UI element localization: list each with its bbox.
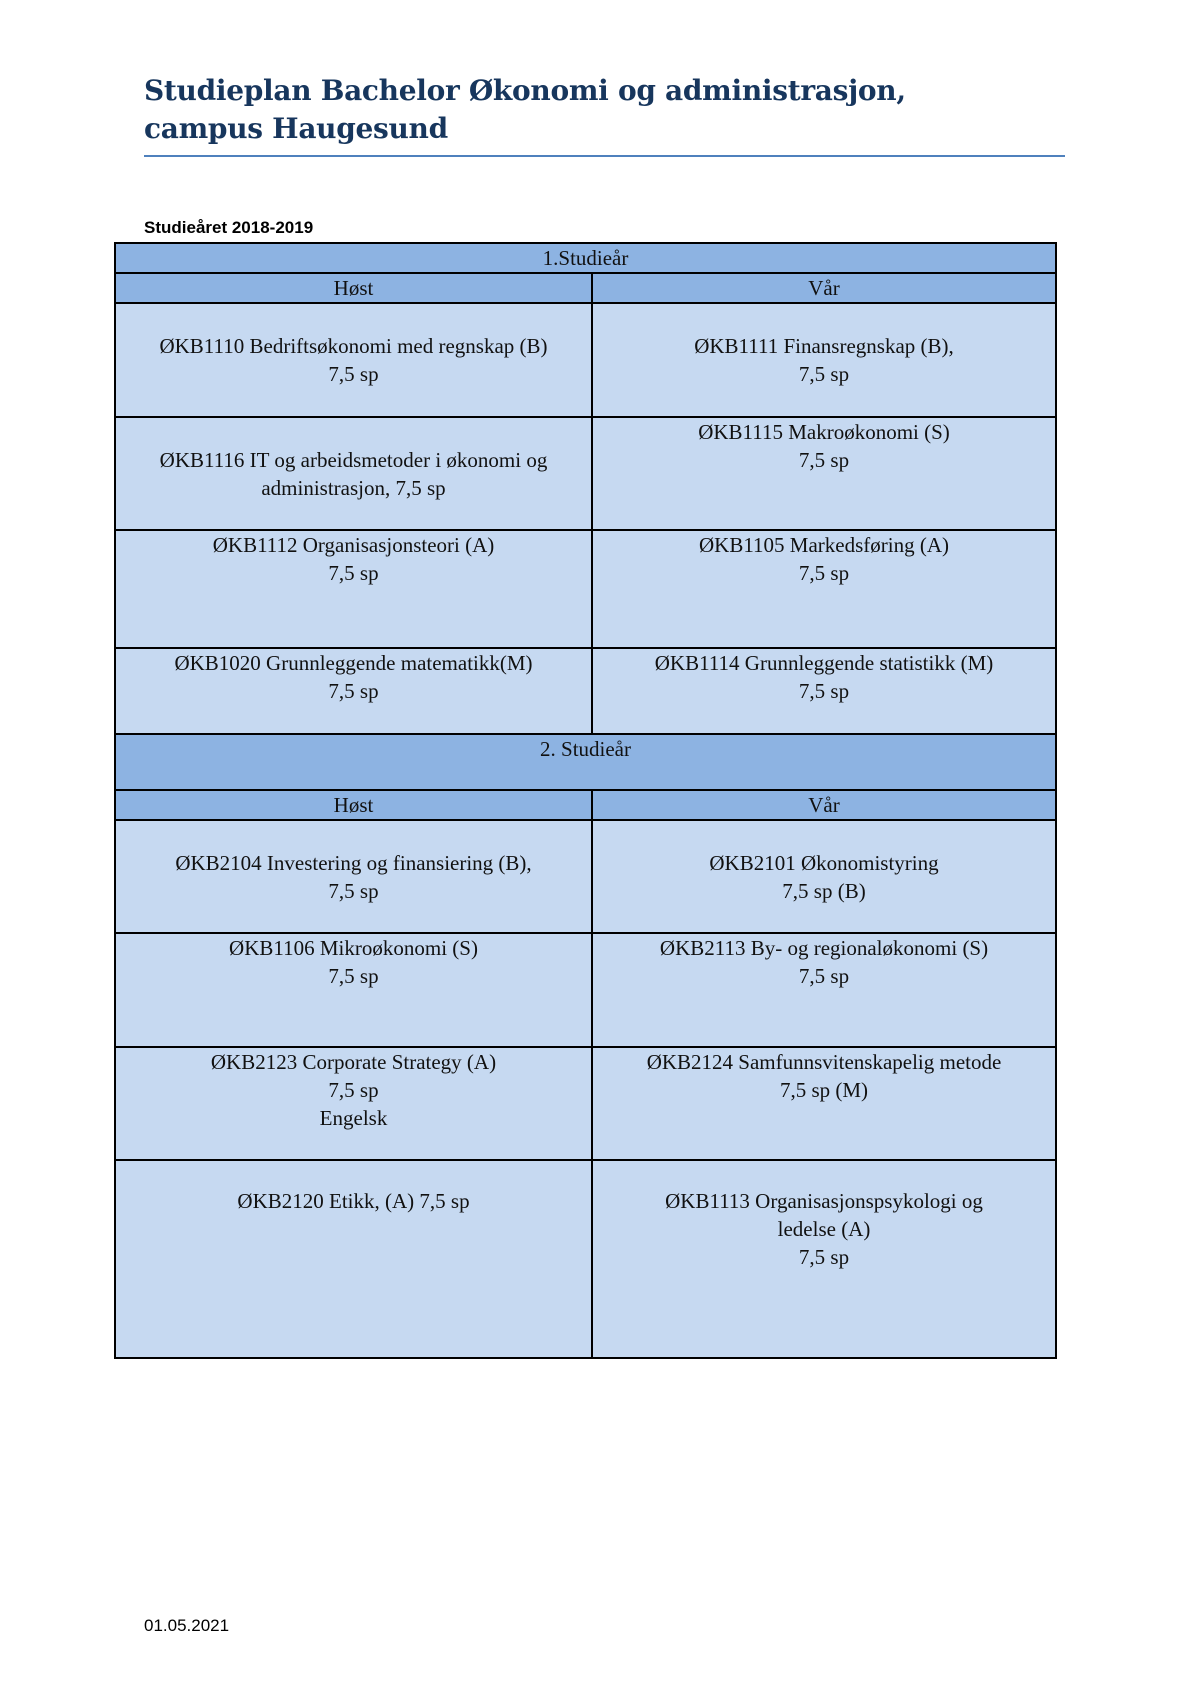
course-cell — [115, 530, 592, 648]
title-divider — [144, 155, 1065, 157]
course-credits: 7,5 sp — [798, 964, 850, 988]
course-cell — [115, 303, 592, 417]
course-cell — [592, 820, 1056, 933]
course-credits: administrasjon, 7,5 sp — [261, 475, 446, 500]
course-cell — [115, 1047, 592, 1160]
year1-heading-row — [115, 243, 1056, 273]
course-credits: 7,5 sp — [328, 878, 379, 903]
course-name: ØKB2104 Investering og finansiering (B), — [175, 850, 532, 875]
year1-heading: 1.Studieår — [115, 243, 1056, 273]
table-row — [115, 1047, 1056, 1160]
table-row — [115, 648, 1056, 734]
course-name: ØKB1111 Finansregnskap (B), — [694, 334, 954, 358]
year1-spring-header: Vår — [592, 273, 1056, 303]
course-credits: 7,5 sp — [798, 561, 850, 585]
course-name: ØKB1115 Makroøkonomi (S) — [698, 420, 950, 444]
course-name: ØKB2123 Corporate Strategy (A) — [210, 1050, 497, 1074]
course-language: Engelsk — [319, 1106, 388, 1130]
course-credits: 7,5 sp — [328, 561, 379, 585]
course-name: ØKB1020 Grunnleggende matematikk(M) — [174, 651, 533, 675]
course-cell — [592, 648, 1056, 734]
course-credits: 7,5 sp — [328, 1078, 379, 1102]
study-plan-table — [114, 242, 1057, 1359]
course-credits: 7,5 sp — [798, 362, 850, 386]
course-cell — [115, 417, 592, 530]
course-cell — [115, 1160, 592, 1358]
course-name: ØKB1114 Grunnleggende statistikk (M) — [654, 651, 994, 675]
course-cell — [115, 820, 592, 933]
course-name: ØKB1113 Organisasjonspsykologi og — [665, 1189, 983, 1213]
course-name: ØKB2113 By- og regionaløkonomi (S) — [659, 936, 989, 960]
course-credits: 7,5 sp — [798, 448, 850, 472]
year2-heading: 2. Studieår — [115, 734, 1056, 790]
table-row — [115, 820, 1056, 933]
year2-autumn-header: Høst — [115, 790, 592, 820]
course-name: ØKB2101 Økonomistyring — [709, 850, 939, 875]
academic-year-label: Studieåret 2018-2019 — [144, 218, 314, 237]
course-cell — [592, 1160, 1056, 1358]
course-credits: 7,5 sp — [798, 1245, 850, 1269]
course-name: ØKB2124 Samfunnsvitenskapelig metode — [646, 1050, 1002, 1074]
course-cell — [592, 1047, 1056, 1160]
year2-semester-row — [115, 790, 1056, 820]
course-name-cont: ledelse (A) — [777, 1217, 871, 1241]
table-row — [115, 1160, 1056, 1358]
course-credits: 7,5 sp — [328, 964, 379, 988]
course-credits: 7,5 sp — [328, 679, 379, 703]
table-row — [115, 303, 1056, 417]
document-title — [144, 72, 1064, 148]
footer-date: 01.05.2021 — [144, 1616, 230, 1635]
course-name: ØKB1106 Mikroøkonomi (S) — [229, 936, 478, 960]
table-row — [115, 530, 1056, 648]
course-name: ØKB1112 Organisasjonsteori (A) — [212, 533, 495, 557]
title-line-2: campus Haugesund — [144, 112, 448, 145]
table-row — [115, 417, 1056, 530]
course-cell — [592, 933, 1056, 1047]
course-credits: 7,5 sp — [328, 362, 379, 386]
year1-autumn-header: Høst — [115, 273, 592, 303]
year1-semester-row — [115, 273, 1056, 303]
course-credits: 7,5 sp (B) — [782, 878, 866, 903]
course-cell — [592, 303, 1056, 417]
course-cell — [592, 417, 1056, 530]
course-credits: 7,5 sp — [798, 679, 850, 703]
course-cell — [115, 648, 592, 734]
course-name: ØKB1110 Bedriftsøkonomi med regnskap (B) — [159, 334, 548, 358]
course-name: ØKB2120 Etikk, (A) 7,5 sp — [237, 1189, 470, 1213]
year2-heading-row — [115, 734, 1056, 790]
year2-spring-header: Vår — [592, 790, 1056, 820]
course-name: ØKB1116 IT og arbeidsmetoder i økonomi og — [159, 447, 548, 472]
table-row — [115, 933, 1056, 1047]
course-credits: 7,5 sp (M) — [779, 1078, 869, 1102]
course-cell — [592, 530, 1056, 648]
course-name: ØKB1105 Markedsføring (A) — [699, 533, 950, 557]
title-line-1: Studieplan Bachelor Økonomi og administrasjon, — [144, 74, 906, 107]
course-cell — [115, 933, 592, 1047]
